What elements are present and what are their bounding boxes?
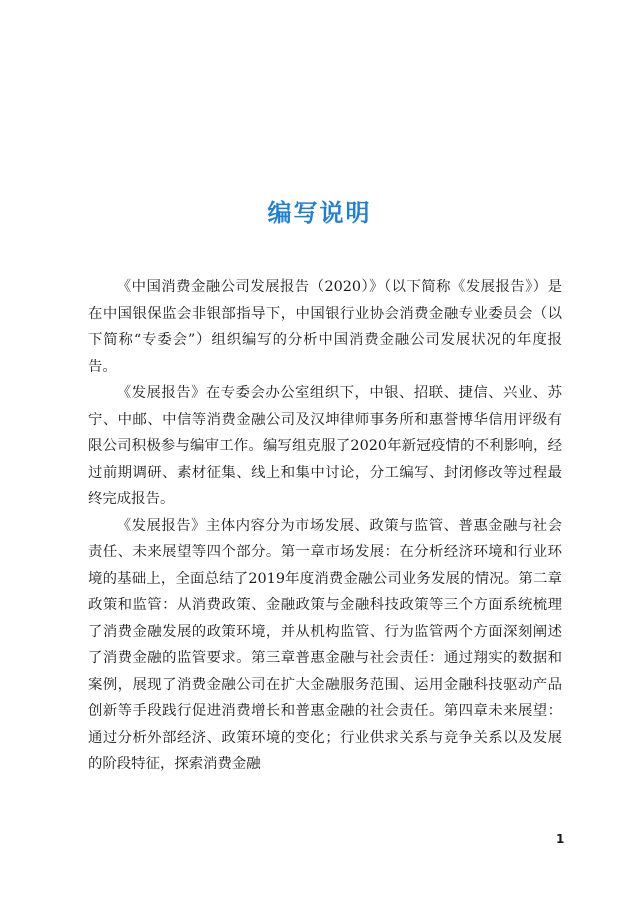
page-title: 编写说明: [267, 199, 372, 227]
paragraph: 《中国消费金融公司发展报告（2020）》（以下简称《发展报告》）是在中国银保监会非银部指导下，中国银行业协会消费金融专业委员会（以下简称“专委会”）组织编写的分析中国消费金融公司发展状况的年度报告。: [88, 279, 562, 375]
body-text: [88, 274, 562, 778]
paragraph: 《发展报告》在专委会办公室组织下，中银、招联、捷信、兴业、苏宁、中邮、中信等消费金融公司及汉坤律师事务所和惠誉博华信用评级有限公司积极参与编审工作。编写组克服了2020年新冠疫情的不利影响，经过前期调研、素材征集、线上和集中讨论，分工编写、封闭修改等过程最终完成报告。: [88, 385, 562, 507]
page-number: 1: [556, 832, 565, 846]
paragraph: 《发展报告》主体内容分为市场发展、政策与监管、普惠金融与社会责任、未来展望等四个部分。第一章市场发展：在分析经济环境和行业环境的基础上，全面总结了2019年度消费金融公司业务发展的情况。第二章政策和监管：从消费政策、金融政策与金融科技政策等三个方面系统梳理了消费金融发展的政策环境，并从机构监管、行为监管两个方面深刻阐述了消费金融的监管要求。第三章普惠金融与社会责任：通过翔实的数据和案例，展现了消费金融公司在扩大金融服务范围、运用金融科技驱动产品创新等手段践行促进消费增长和普惠金融的社会责任。第四章未来展望：通过分析外部经济、政策环境的变化；行业供求关系与竞争关系以及发展的阶段特征，探索消费金融: [88, 517, 562, 772]
